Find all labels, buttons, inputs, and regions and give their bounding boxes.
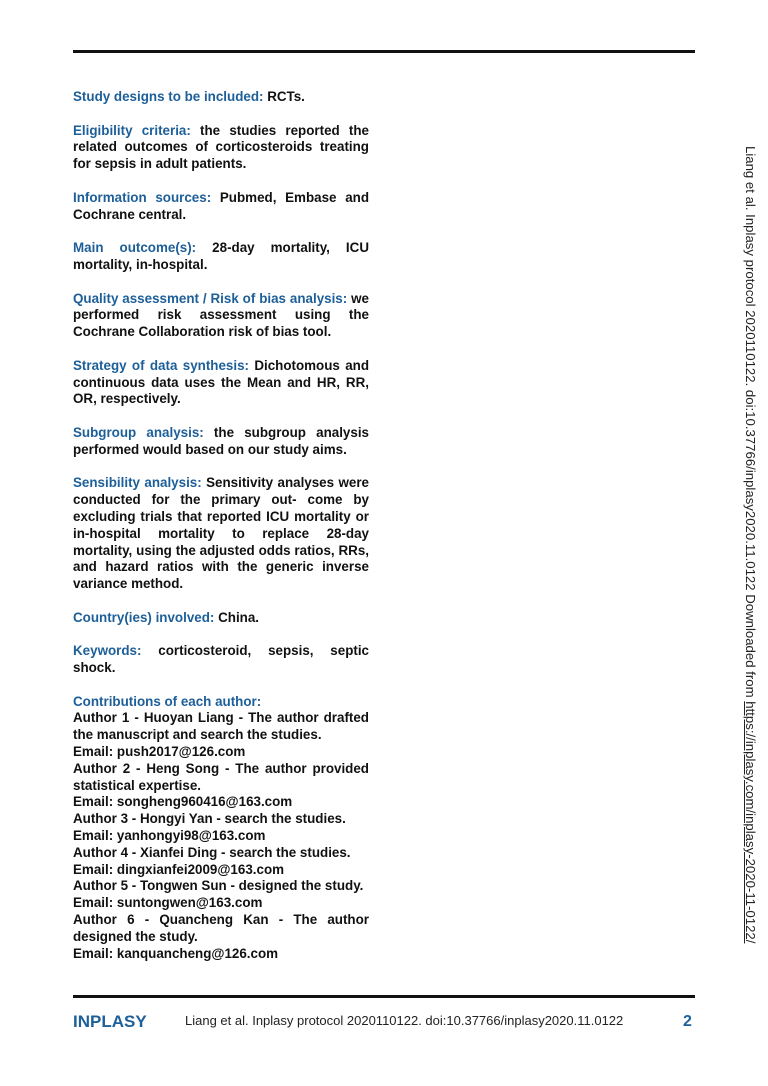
author-email: Email: yanhongyi98@163.com xyxy=(73,828,266,844)
section-text: China. xyxy=(214,609,260,625)
footer-citation: Liang et al. Inplasy protocol 2020110122. doi:10.37766/inplasy2020.11.0122 xyxy=(185,1013,624,1028)
download-link[interactable]: https://inplasy.com/inplasy-2020-11-0122/ xyxy=(743,701,758,944)
author-text: Author 4 - Xianfei Ding - search the studies. xyxy=(73,844,351,860)
section-label: Eligibility criteria: xyxy=(73,122,191,138)
section-label: Main outcome(s): xyxy=(73,240,197,256)
author-text: Author 5 - Tongwen Sun - designed the study. xyxy=(73,878,364,894)
section-main-outcomes xyxy=(73,240,369,274)
section-label: Country(ies) involved: xyxy=(73,609,215,625)
section-text: Pubmed, Embase and Cochrane central. xyxy=(73,189,369,222)
protocol-body xyxy=(73,89,369,962)
author-entry xyxy=(73,912,369,962)
author-entry xyxy=(73,811,369,845)
author-email: Email: songheng960416@163.com xyxy=(73,794,293,810)
section-quality-assessment xyxy=(73,291,369,341)
author-text: Author 2 - Heng Song - The author provided statistical expertise. xyxy=(73,760,369,793)
section-label: Strategy of data synthesis: xyxy=(73,357,249,373)
section-text: we performed risk assessment using the Cochrane Collaboration risk of bias tool. xyxy=(73,290,369,340)
section-subgroup-analysis xyxy=(73,425,369,459)
section-text: the studies reported the related outcomes of corticosteroids treating for sepsis in adult patients. xyxy=(73,122,369,172)
page-number: 2 xyxy=(683,1013,692,1030)
header-rule xyxy=(73,50,695,53)
side-download-note xyxy=(743,146,758,943)
author-text: Author 3 - Hongyi Yan - search the studies. xyxy=(73,811,346,827)
section-keywords xyxy=(73,643,369,677)
section-label: Subgroup analysis: xyxy=(73,424,204,440)
author-email: Email: suntongwen@163.com xyxy=(73,895,263,911)
section-eligibility xyxy=(73,123,369,173)
side-note-text: Liang et al. Inplasy protocol 2020110122. doi:10.37766/inplasy2020.11.0122 Downloaded from xyxy=(743,146,758,702)
author-entry xyxy=(73,761,369,811)
author-email: Email: push2017@126.com xyxy=(73,744,246,760)
section-label: Information sources: xyxy=(73,189,212,205)
contributions-label: Contributions of each author: xyxy=(73,693,262,709)
section-countries xyxy=(73,610,369,627)
author-text: Author 1 - Huoyan Liang - The author drafted the manuscript and search the studies. xyxy=(73,710,369,743)
section-label: Quality assessment / Risk of bias analysis: xyxy=(73,290,348,306)
section-text: Sensitivity analyses were conducted for the primary out- come by excluding trials that reported ICU mortality or in-hospital mortality to replace 28-day mortality, using the adjusted odds ratios, RRs, and hazard ratios with the generic inverse variance method. xyxy=(73,475,369,592)
section-label: Keywords: xyxy=(73,643,142,659)
section-information-sources xyxy=(73,190,369,224)
section-text: the subgroup analysis performed would based on our study aims. xyxy=(73,424,369,457)
footer-rule xyxy=(73,995,695,998)
author-entry xyxy=(73,845,369,879)
author-email: Email: kanquancheng@126.com xyxy=(73,945,279,961)
section-text: RCTs. xyxy=(263,89,305,104)
section-study-designs xyxy=(73,89,369,106)
section-sensibility-analysis xyxy=(73,475,369,593)
section-text: Dichotomous and continuous data uses the Mean and HR, RR, OR, respectively. xyxy=(73,357,369,407)
author-entry xyxy=(73,710,369,760)
section-text: corticosteroid, sepsis, septic shock. xyxy=(73,643,369,676)
author-email: Email: dingxianfei2009@163.com xyxy=(73,861,285,877)
section-label: Study designs to be included: xyxy=(73,89,264,104)
author-entry xyxy=(73,878,369,912)
footer-brand-logo: INPLASY xyxy=(73,1012,147,1031)
section-label: Sensibility analysis: xyxy=(73,475,202,491)
section-data-synthesis xyxy=(73,358,369,408)
section-text: 28-day mortality, ICU mortality, in-hospital. xyxy=(73,240,369,272)
author-text: Author 6 - Quancheng Kan - The author designed the study. xyxy=(73,912,369,944)
section-contributions xyxy=(73,694,369,963)
